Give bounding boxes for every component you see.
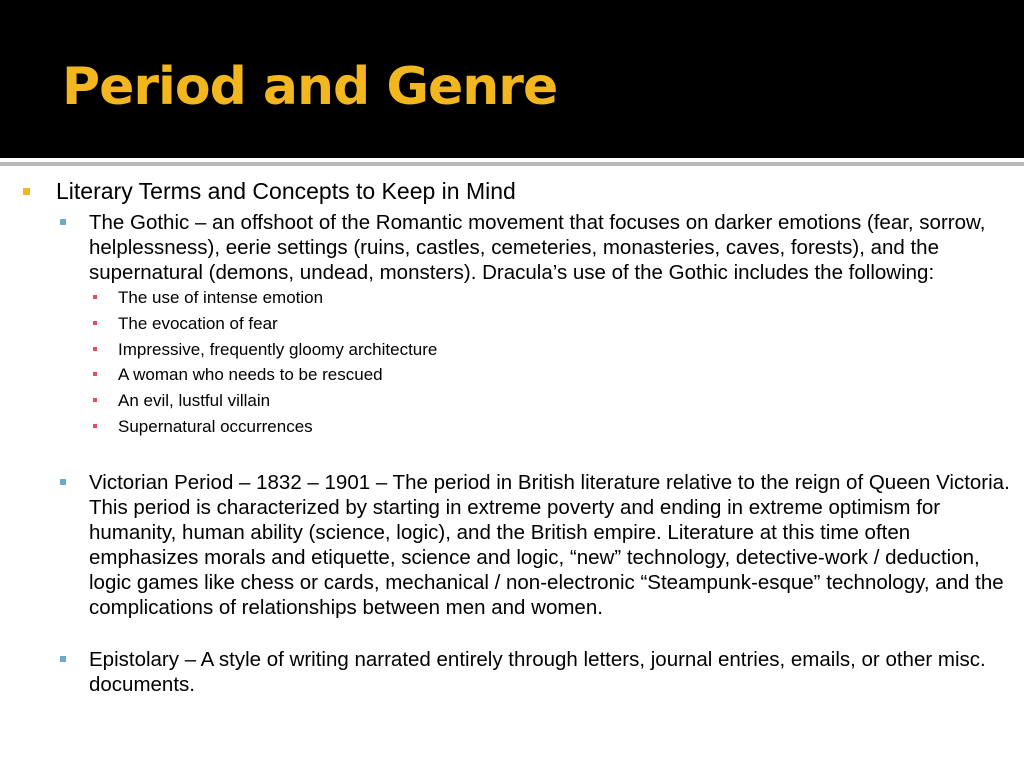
gothic-item-text: A woman who needs to be rescued bbox=[118, 365, 383, 385]
square-bullet-icon bbox=[60, 656, 66, 662]
gothic-item-text: Supernatural occurrences bbox=[118, 416, 313, 436]
gothic-item-text: Impressive, frequently gloomy architecture bbox=[118, 339, 438, 359]
gothic-item bbox=[0, 285, 1024, 311]
square-bullet-icon bbox=[93, 424, 97, 428]
epistolary-text: Epistolary – A style of writing narrated entirely through letters, journal entries, emails, or other misc. documents. bbox=[89, 647, 986, 696]
square-bullet-icon bbox=[93, 372, 97, 376]
gothic-item bbox=[0, 414, 1024, 440]
gothic-item-text: The evocation of fear bbox=[118, 313, 278, 333]
bullet-victorian bbox=[0, 470, 1024, 620]
bullet-epistolary bbox=[0, 647, 1024, 697]
bullet-gothic bbox=[0, 210, 1024, 285]
square-bullet-icon bbox=[60, 219, 66, 225]
gothic-item bbox=[0, 311, 1024, 337]
gothic-item-text: The use of intense emotion bbox=[118, 288, 324, 307]
slide-title: Period and Genre bbox=[62, 57, 558, 117]
square-bullet-icon bbox=[93, 398, 97, 402]
title-divider-gray bbox=[0, 162, 1024, 166]
square-bullet-icon bbox=[93, 295, 97, 299]
slide-content bbox=[0, 176, 1024, 697]
bullet-level1-heading bbox=[0, 176, 1024, 207]
gothic-text: The Gothic – an offshoot of the Romantic movement that focuses on darker emotions (fear, sorrow, helplessness), eerie settings (ruins, castles, cemeteries, monasteries, caves, forests), and the supernatural (demons, undead, monsters). Dracula’s use of the Gothic includes the following: bbox=[89, 211, 986, 284]
heading-text: Literary Terms and Concepts to Keep in Mind bbox=[56, 178, 516, 204]
gothic-item-text: An evil, lustful villain bbox=[118, 391, 271, 411]
square-bullet-icon bbox=[93, 347, 97, 351]
square-bullet-icon bbox=[93, 321, 97, 325]
gothic-item bbox=[0, 362, 1024, 388]
square-bullet-icon bbox=[60, 479, 66, 485]
square-bullet-icon bbox=[23, 188, 30, 195]
victorian-text: Victorian Period – 1832 – 1901 – The period in British literature relative to the reign of Queen Victoria. This period is characterized by starting in extreme poverty and ending in extreme optimism for humanity, human ability (science, logic), and the British empire. Literature at this time often emphasizes morals and etiquette, science and logic, “new” technology, detective-work / deduction, logic games like chess or cards, mechanical / non-electronic “Steampunk-esque” technology, and the complications of relationships between men and women. bbox=[89, 470, 1010, 619]
title-bar bbox=[0, 0, 1024, 158]
gothic-item bbox=[0, 337, 1024, 363]
gothic-item bbox=[0, 388, 1024, 414]
